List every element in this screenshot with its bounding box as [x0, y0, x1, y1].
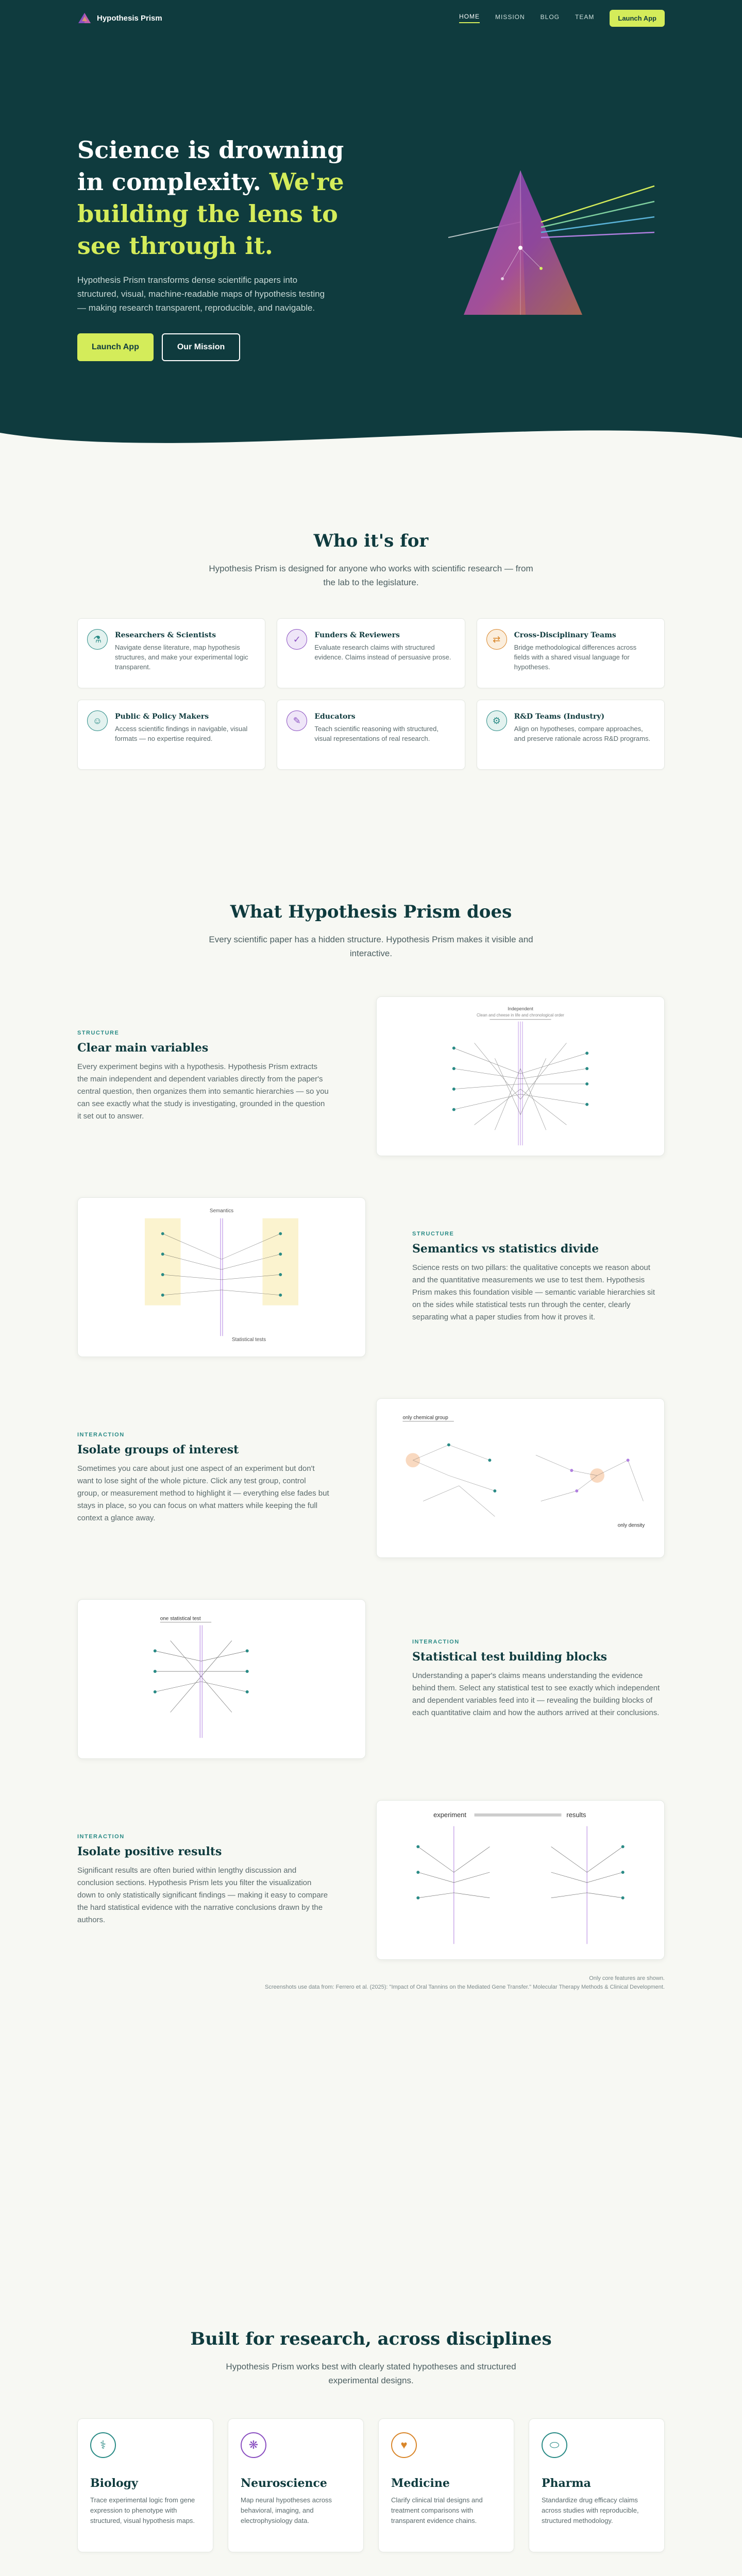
discipline-title: Neuroscience	[241, 2477, 327, 2490]
audience-card-title: Funders & Reviewers	[314, 631, 400, 639]
disciplines-title: Built for research, across disciplines	[190, 2329, 552, 2349]
disciplines-section	[0, 2241, 742, 2576]
disclaimer-line: Screenshots use data from: Ferrero et al. (2025): "Impact of Oral Tannins on the Mediated Gene Transfer." Molecular Therapy Methods & Clinical Development.	[265, 1984, 665, 1990]
nav-link-home[interactable]: HOME	[459, 13, 480, 23]
feature-text: Science rests on two pillars: the qualitative concepts we reason about and the quantitative measurements we use to test them. Hypothesis Prism makes this foundation visible — semantic variable hierarchies sit on the sides while statistical tests run through the center, clearly separating what a paper studies from how it proves it.	[412, 1263, 655, 1321]
feature-title: Semantics vs statistics divide	[412, 1242, 599, 1256]
nav-links	[459, 10, 665, 27]
discipline-card	[378, 2418, 514, 2552]
feature-visual-card[interactable]	[376, 1800, 665, 1960]
feature-visual-card[interactable]	[376, 1398, 665, 1558]
feature-title: Clear main variables	[77, 1041, 209, 1055]
disciplines-subtitle: Hypothesis Prism works best with clearly stated hypotheses and structured experimental designs.	[226, 2362, 516, 2385]
audience-card-title: Researchers & Scientists	[115, 631, 216, 639]
who-section	[0, 464, 742, 891]
discipline-title: Pharma	[542, 2477, 591, 2490]
viz-label: Semantics	[209, 1208, 234, 1214]
audience-card-title: R&D Teams (Industry)	[514, 713, 605, 721]
feature-text: Every experiment begins with a hypothesis. Hypothesis Prism extracts the main independent and dependent variables directly from the paper's central question, then organizes them into semantic hierarchies — so you can see exactly what the study is investigating, grounded in the question it set out to answer.	[77, 1062, 329, 1121]
feature-visual-card[interactable]	[376, 996, 665, 1156]
viz-label: results	[566, 1810, 586, 1819]
what-title: What Hypothesis Prism does	[230, 902, 512, 922]
feature-text: Understanding a paper's claims means understanding the evidence behind them. Select any statistical test to see exactly which independent and dependent variables feed into it — revealing the building blocks of each quantitative claim and how the authors arrived at their conclusions.	[412, 1671, 660, 1717]
audience-card	[477, 700, 665, 770]
audience-card-text: Teach scientific reasoning with structured, visual representations of real research.	[314, 725, 439, 742]
feature-visual-card[interactable]	[77, 1599, 366, 1759]
audience-card-text: Access scientific findings in navigable, visual formats — no expertise required.	[115, 725, 248, 742]
viz-label: Clean and cheese in life and chronological order	[477, 1012, 564, 1018]
feature-semantics-statistics	[77, 1192, 665, 1362]
feature-visual-card[interactable]	[77, 1197, 366, 1357]
audience-card	[77, 700, 265, 770]
what-subtitle: Every scientific paper has a hidden structure. Hypothesis Prism makes it visible and interactive.	[209, 935, 533, 958]
nav-link-mission[interactable]: MISSION	[495, 13, 525, 21]
swap-icon: ⇄	[486, 629, 507, 650]
feature-copy	[412, 1231, 665, 1324]
variables-graph	[377, 997, 664, 1156]
results-graph	[377, 1801, 664, 1959]
semantics-graph	[78, 1198, 365, 1357]
cap-icon: ✎	[286, 710, 307, 731]
audience-card-title: Cross-Disciplinary Teams	[514, 631, 616, 639]
audience-card-text: Evaluate research claims with structured evidence. Claims instead of persuasive prose.	[314, 643, 451, 661]
feature-tag: INTERACTION	[412, 1639, 460, 1645]
pulse-icon: ♥	[391, 2432, 417, 2458]
audience-card-text: Align on hypotheses, compare approaches, and preserve rationale across R&D programs.	[514, 725, 651, 742]
discipline-text: Standardize drug efficacy claims across studies with reproducible, structured methodology.	[542, 2496, 639, 2524]
feature-text: Significant results are often buried within lengthy discussion and conclusion sections. Hypothesis Prism lets you filter the visualization down to only statistically significant findings — making it easy to compare the hard statistical evidence with the narrative conclusions drawn by the authors.	[77, 1866, 328, 1924]
groups-graph	[377, 1399, 664, 1557]
feature-copy	[77, 1030, 330, 1123]
brand[interactable]	[77, 12, 162, 24]
audience-card-body	[314, 629, 454, 677]
audience-card-title: Public & Policy Makers	[115, 713, 209, 721]
audience-card	[277, 700, 465, 770]
gear-icon: ⚙	[486, 710, 507, 731]
hero-subtitle: Hypothesis Prism transforms dense scientific papers into structured, visual, machine-readable maps of hypothesis testing — making research transparent, reproducible, and navigable.	[77, 275, 325, 313]
audience-card	[77, 618, 265, 688]
feature-copy	[412, 1639, 665, 1719]
nav-link-blog[interactable]: BLOG	[540, 13, 560, 21]
feature-main-variables	[77, 991, 665, 1161]
person-icon: ☺	[87, 710, 108, 731]
feature-positive-results	[77, 1795, 665, 1965]
nav-launch-app-button[interactable]: Launch App	[610, 10, 665, 27]
who-grid	[77, 618, 665, 770]
feature-title: Isolate positive results	[77, 1845, 222, 1858]
audience-card-text: Bridge methodological differences across fields with a shared visual language for hypotheses.	[514, 643, 637, 671]
audience-card	[477, 618, 665, 688]
discipline-title: Biology	[90, 2477, 138, 2490]
viz-label: Statistical tests	[231, 1337, 266, 1343]
hero-content	[77, 36, 665, 361]
feature-tag: STRUCTURE	[77, 1030, 120, 1036]
viz-label: experiment	[433, 1810, 466, 1819]
discipline-text: Trace experimental logic from gene expression to phenotype with structured, visual hypothesis maps.	[90, 2496, 195, 2524]
feature-copy	[77, 1432, 330, 1524]
top-nav	[77, 0, 665, 36]
audience-card-body	[115, 629, 255, 677]
feature-title: Isolate groups of interest	[77, 1443, 239, 1456]
feature-tag: INTERACTION	[77, 1432, 125, 1438]
hero-mission-button[interactable]: Our Mission	[162, 333, 240, 361]
hero-wave	[0, 417, 742, 464]
who-subtitle: Hypothesis Prism is designed for anyone who works with scientific research — from the lab to the legislature.	[209, 564, 533, 587]
discipline-text: Clarify clinical trial designs and treatment comparisons with transparent evidence chains.	[391, 2496, 483, 2524]
hero-title	[77, 134, 366, 262]
test-graph	[78, 1600, 365, 1758]
feature-tag: STRUCTURE	[412, 1231, 454, 1237]
discipline-text: Map neural hypotheses across behavioral, imaging, and electrophysiology data.	[241, 2496, 332, 2524]
disciplines-grid	[77, 2418, 665, 2552]
feature-text: Sometimes you care about just one aspect of an experiment but don't want to lose sight of the whole picture. Click any test group, control group, or measurement method to highlight it — everything else fades but stays in place, so you can focus on what matters while keeping the full context a glance away.	[77, 1464, 329, 1522]
brand-name: Hypothesis Prism	[97, 13, 162, 23]
discipline-card	[77, 2418, 213, 2552]
feature-isolate-groups	[77, 1393, 665, 1563]
pill-icon: ⬭	[542, 2432, 567, 2458]
audience-card-body	[314, 710, 454, 759]
dna-icon: ⚕	[90, 2432, 116, 2458]
discipline-title: Medicine	[391, 2477, 450, 2490]
disclaimer-line: Only core features are shown.	[589, 1975, 665, 1981]
hero-title-white: Science is drowning in complexity.	[77, 136, 344, 196]
discipline-card	[529, 2418, 665, 2552]
hero-copy	[77, 134, 366, 361]
flask-icon: ⚗	[87, 629, 108, 650]
feature-statistical-blocks	[77, 1594, 665, 1764]
check-icon: ✓	[286, 629, 307, 650]
brain-icon: ❋	[241, 2432, 266, 2458]
feature-copy	[77, 1834, 330, 1926]
who-title: Who it's for	[313, 531, 429, 551]
feature-tag: INTERACTION	[77, 1834, 125, 1840]
discipline-card	[228, 2418, 364, 2552]
what-section	[0, 891, 742, 2241]
hero-section	[0, 0, 742, 464]
viz-label: only chemical group	[402, 1415, 448, 1421]
nav-link-team[interactable]: TEAM	[575, 13, 595, 21]
audience-card	[277, 618, 465, 688]
viz-label: only density	[617, 1522, 645, 1529]
hero-buttons	[77, 333, 366, 361]
viz-label: one statistical test	[160, 1616, 201, 1622]
audience-card-body	[514, 629, 654, 677]
audience-card-title: Educators	[314, 713, 356, 721]
hero-launch-app-button[interactable]: Launch App	[77, 333, 154, 361]
screenshot-disclaimer	[77, 1974, 665, 1992]
audience-card-text: Navigate dense literature, map hypothesis structures, and make your experimental logic transparent.	[115, 643, 248, 671]
audience-card-body	[514, 710, 654, 759]
feature-title: Statistical test building blocks	[412, 1650, 608, 1664]
viz-label: Independent	[508, 1006, 533, 1011]
prism-logo-icon	[77, 12, 92, 24]
audience-card-body	[115, 710, 255, 759]
hero-title-highlight: We're building the lens to see through it.	[77, 168, 344, 260]
prism-illustration	[443, 150, 660, 346]
